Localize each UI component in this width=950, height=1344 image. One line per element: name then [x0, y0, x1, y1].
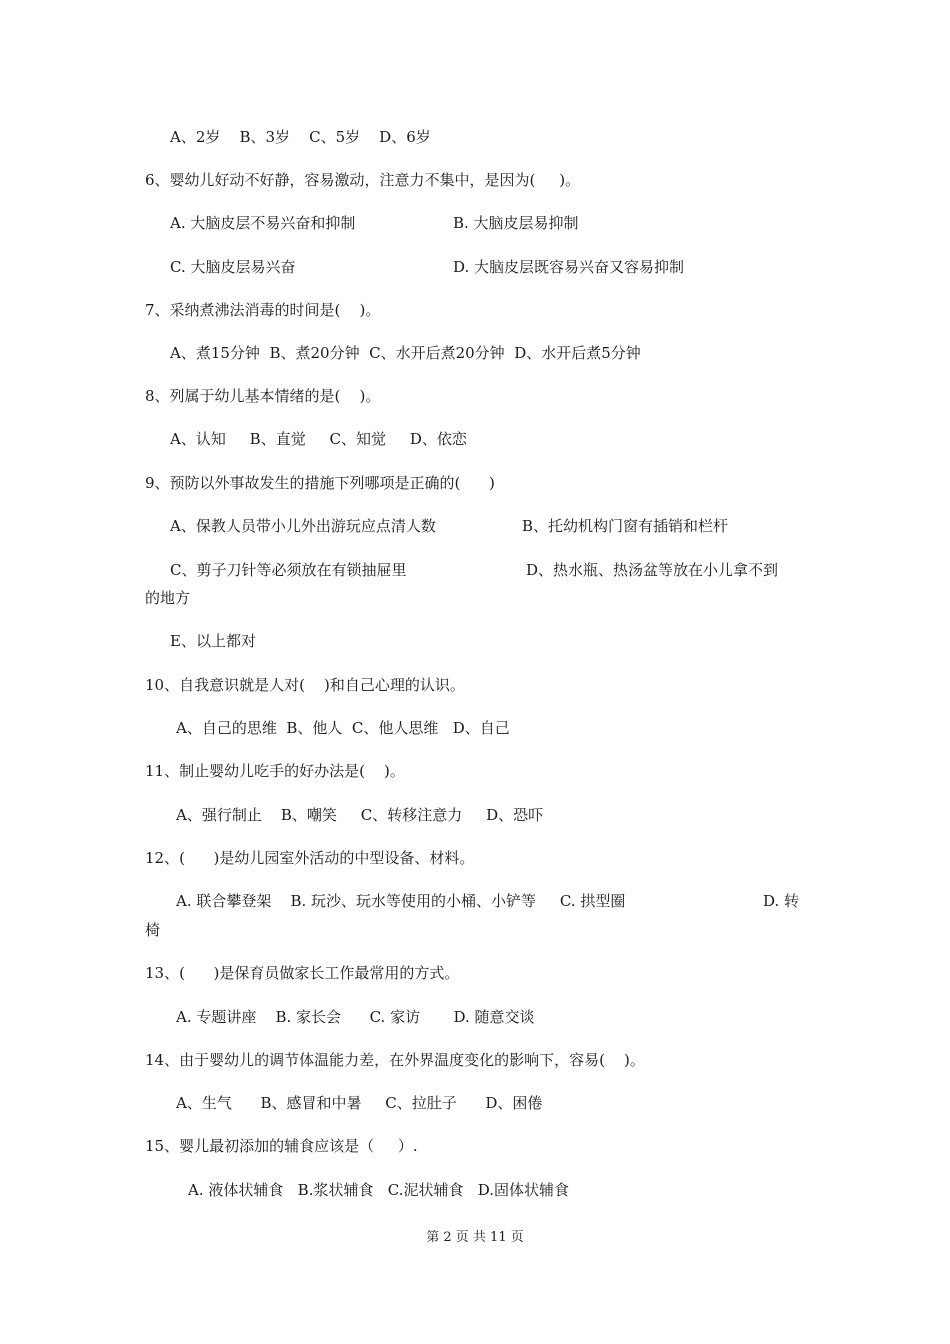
q9-option-d: D、热水瓶、热汤盆等放在小儿拿不到	[526, 561, 779, 579]
q11-options: A、强行制止 B、嘲笑 C、转移注意力 D、恐吓	[176, 806, 544, 824]
q9-option-e: E、以上都对	[170, 632, 256, 650]
q9-option-c: C、剪子刀针等必须放在有锁抽屉里	[170, 561, 407, 579]
page-number-footer: 第 2 页 共 11 页	[426, 1230, 524, 1245]
q9-option-a: A、保教人员带小儿外出游玩应点清人数	[170, 517, 436, 535]
q10-question: 10、自我意识就是人对( )和自己心理的认识。	[145, 676, 465, 694]
q8-options: A、认知 B、直觉 C、知觉 D、依恋	[170, 430, 467, 448]
q14-options: A、生气 B、感冒和中暑 C、拉肚子 D、困倦	[176, 1094, 543, 1112]
q6-question: 6、婴幼儿好动不好静，容易激动，注意力不集中，是因为( )。	[145, 171, 581, 189]
q6-option-c: C. 大脑皮层易兴奋	[170, 258, 296, 276]
q9-option-d-continued: 的地方	[145, 589, 191, 607]
q6-option-a: A. 大脑皮层不易兴奋和抑制	[170, 214, 356, 232]
q9-question: 9、预防以外事故发生的措施下列哪项是正确的( )	[145, 474, 495, 492]
q15-question: 15、婴儿最初添加的辅食应该是（ ）.	[145, 1137, 418, 1155]
q10-options: A、自己的思维 B、他人 C、他人思维 D、自己	[176, 719, 510, 737]
q12-option-d: D. 转	[763, 892, 800, 910]
q5-options: A、2岁 B、3岁 C、5岁 D、6岁	[170, 128, 431, 146]
q15-options: A. 液体状辅食 B.浆状辅食 C.泥状辅食 D.固体状辅食	[188, 1181, 570, 1199]
q7-options: A、煮15分钟 B、煮20分钟 C、水开后煮20分钟 D、水开后煮5分钟	[170, 344, 641, 362]
q13-options: A. 专题讲座 B. 家长会 C. 家访 D. 随意交谈	[176, 1008, 535, 1026]
q7-question: 7、采纳煮沸法消毒的时间是( )。	[145, 301, 381, 319]
q11-question: 11、制止婴幼儿吃手的好办法是( )。	[145, 762, 405, 780]
q6-option-b: B. 大脑皮层易抑制	[453, 214, 579, 232]
q13-question: 13、( )是保育员做家长工作最常用的方式。	[145, 964, 460, 982]
q8-question: 8、列属于幼儿基本情绪的是( )。	[145, 387, 381, 405]
q6-option-d: D. 大脑皮层既容易兴奋又容易抑制	[453, 258, 685, 276]
q12-question: 12、( )是幼儿园室外活动的中型设备、材料。	[145, 849, 475, 867]
q12-option-d-continued: 椅	[145, 921, 161, 939]
q12-options: A. 联合攀登架 B. 玩沙、玩水等使用的小桶、小铲等 C. 拱型圈	[176, 892, 626, 910]
q9-option-b: B、托幼机构门窗有插销和栏杆	[522, 517, 729, 535]
q14-question: 14、由于婴幼儿的调节体温能力差，在外界温度变化的影响下，容易( )。	[145, 1051, 645, 1069]
